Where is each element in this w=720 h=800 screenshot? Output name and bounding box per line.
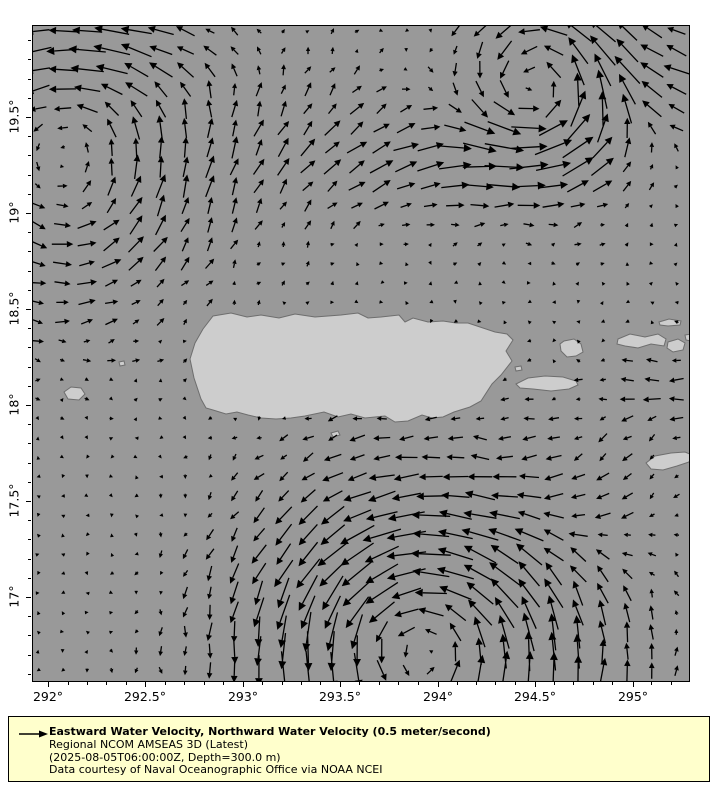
x-tick-label: 292° [32, 689, 64, 704]
legend-time-depth: (2025-08-05T06:00:00Z, Depth=300.0 m) [49, 750, 281, 764]
y-minor-tick [28, 194, 31, 195]
y-major-tick [26, 309, 31, 310]
x-minor-tick [457, 682, 458, 685]
island-mona [64, 387, 85, 400]
x-minor-tick [515, 682, 516, 685]
x-major-tick [48, 682, 49, 687]
y-tick-label: 19.5° [6, 99, 22, 134]
x-tick-label: 294° [422, 689, 454, 704]
legend-box [8, 716, 710, 782]
x-minor-tick [262, 682, 263, 685]
y-minor-tick [28, 59, 31, 60]
x-minor-tick [495, 682, 496, 685]
y-minor-tick [28, 136, 31, 137]
island-st-croix [646, 452, 689, 470]
y-tick-label: 18° [6, 393, 22, 416]
x-tick-label: 293.5° [318, 689, 362, 704]
y-tick-label: 17° [6, 585, 22, 608]
y-major-tick [26, 213, 31, 214]
y-minor-tick [28, 155, 31, 156]
y-minor-tick [28, 463, 31, 464]
x-minor-tick [554, 682, 555, 685]
x-major-tick [633, 682, 634, 687]
x-minor-tick [671, 682, 672, 685]
y-major-tick [26, 117, 31, 118]
y-minor-tick [28, 232, 31, 233]
y-minor-tick [28, 539, 31, 540]
x-minor-tick [184, 682, 185, 685]
y-minor-tick [28, 559, 31, 560]
y-minor-tick [28, 367, 31, 368]
map-plot-area [32, 25, 690, 682]
island-tortola [685, 334, 689, 341]
y-tick-label: 17.5° [6, 483, 22, 518]
y-tick-label: 18.5° [6, 291, 22, 326]
x-tick-label: 294.5° [513, 689, 557, 704]
island-desecheo [119, 361, 125, 366]
x-minor-tick [359, 682, 360, 685]
y-tick-label: 19° [6, 201, 22, 224]
y-minor-tick [28, 328, 31, 329]
y-minor-tick [28, 520, 31, 521]
y-minor-tick [28, 347, 31, 348]
x-minor-tick [126, 682, 127, 685]
y-major-tick [26, 597, 31, 598]
y-minor-tick [28, 98, 31, 99]
x-major-tick [340, 682, 341, 687]
x-minor-tick [282, 682, 283, 685]
y-minor-tick [28, 40, 31, 41]
y-minor-tick [28, 386, 31, 387]
x-minor-tick [223, 682, 224, 685]
island-puerto-rico [190, 313, 513, 422]
legend-data-credit: Data courtesy of Naval Oceanographic Office via NOAA NCEI [49, 763, 383, 776]
x-minor-tick [418, 682, 419, 685]
x-tick-label: 295° [617, 689, 649, 704]
island-vieques [516, 376, 578, 391]
x-major-tick [535, 682, 536, 687]
x-minor-tick [612, 682, 613, 685]
x-major-tick [145, 682, 146, 687]
x-minor-tick [204, 682, 205, 685]
island-st-thomas [617, 334, 666, 348]
x-major-tick [243, 682, 244, 687]
x-minor-tick [165, 682, 166, 685]
y-minor-tick [28, 616, 31, 617]
x-minor-tick [651, 682, 652, 685]
y-minor-tick [28, 424, 31, 425]
x-tick-label: 292.5° [123, 689, 167, 704]
y-minor-tick [28, 674, 31, 675]
y-minor-tick [28, 443, 31, 444]
x-minor-tick [379, 682, 380, 685]
reference-arrow-icon [17, 727, 49, 741]
x-tick-label: 293° [227, 689, 259, 704]
island-icacos [515, 366, 522, 371]
y-major-tick [26, 501, 31, 502]
x-minor-tick [593, 682, 594, 685]
y-minor-tick [28, 578, 31, 579]
x-minor-tick [398, 682, 399, 685]
y-minor-tick [28, 482, 31, 483]
legend-title: Eastward Water Velocity, Northward Water Velocity (0.5 meter/second) [49, 725, 491, 738]
y-minor-tick [28, 175, 31, 176]
legend-model-name: Regional NCOM AMSEAS 3D (Latest) [49, 738, 248, 751]
y-minor-tick [28, 635, 31, 636]
y-minor-tick [28, 271, 31, 272]
y-minor-tick [28, 290, 31, 291]
y-minor-tick [28, 655, 31, 656]
x-minor-tick [87, 682, 88, 685]
x-minor-tick [320, 682, 321, 685]
x-minor-tick [106, 682, 107, 685]
x-minor-tick [573, 682, 574, 685]
y-major-tick [26, 405, 31, 406]
island-st-john [667, 339, 685, 352]
y-minor-tick [28, 251, 31, 252]
x-minor-tick [68, 682, 69, 685]
x-minor-tick [476, 682, 477, 685]
ocean-current-quiver-map [33, 26, 689, 681]
y-minor-tick [28, 79, 31, 80]
x-minor-tick [301, 682, 302, 685]
x-major-tick [438, 682, 439, 687]
